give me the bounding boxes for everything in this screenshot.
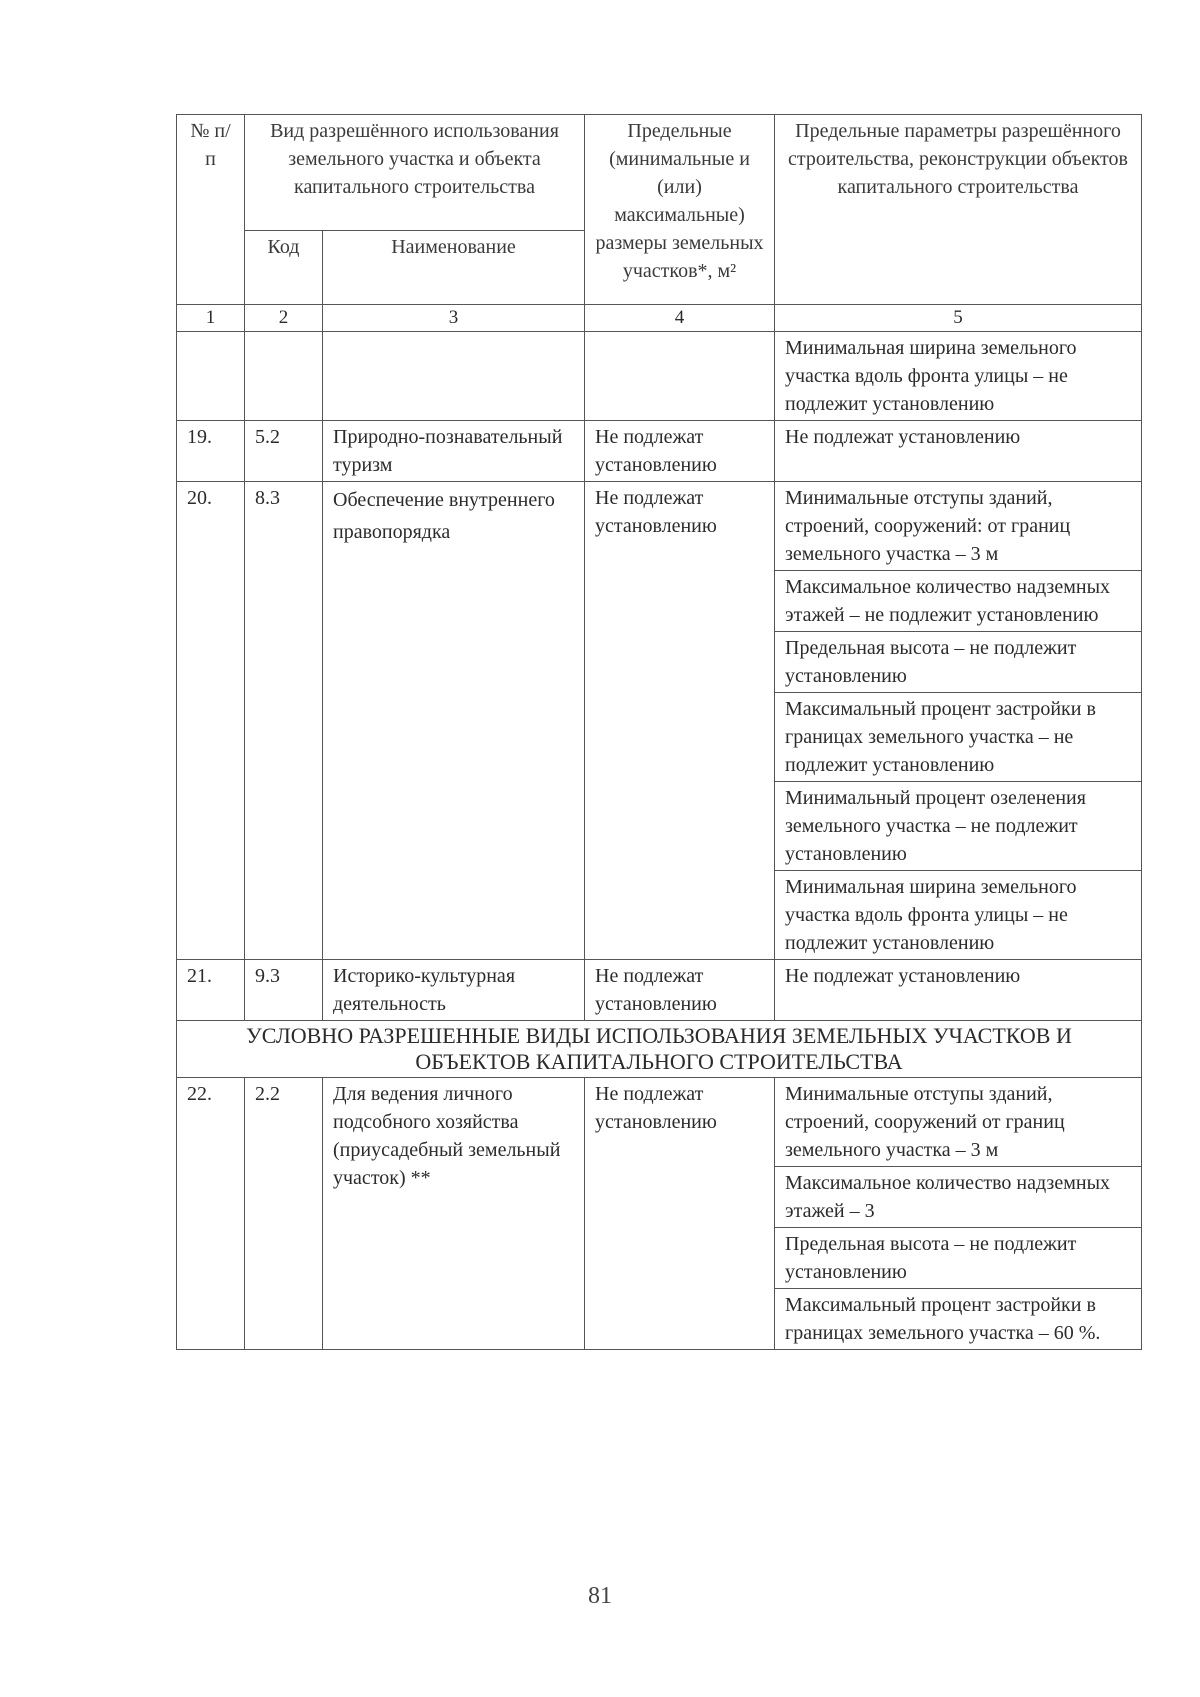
col-number: 1 xyxy=(177,305,245,332)
table-row xyxy=(177,1078,1142,1167)
param-cell: Минимальная ширина земельного участка вдоль фронта улицы – не подлежит установлению xyxy=(775,332,1142,421)
header-row xyxy=(177,115,1142,231)
row-code: 2.2 xyxy=(245,1078,323,1350)
page-number: 81 xyxy=(588,1583,612,1609)
row-name: Историко-культурная деятельность xyxy=(323,960,585,1021)
cell-empty xyxy=(585,332,775,421)
row-code: 9.3 xyxy=(245,960,323,1021)
row-name: Для ведения личного подсобного хозяйства (приусадебный земельный участок) ** xyxy=(323,1078,585,1350)
header-vid: Вид разрешённого использования земельного участка и объекта капитального строительства xyxy=(245,115,585,231)
header-num: № п/п xyxy=(177,115,245,305)
param-cell: Максимальное количество надземных этажей – 3 xyxy=(775,1167,1142,1228)
param-cell: Минимальная ширина земельного участка вдоль фронта улицы – не подлежит установлению xyxy=(775,871,1142,960)
header-kod: Код xyxy=(245,231,323,305)
cell-empty xyxy=(177,332,245,421)
row-code: 8.3 xyxy=(245,482,323,960)
param-cell: Не подлежат установлению xyxy=(775,960,1142,1021)
col-number: 2 xyxy=(245,305,323,332)
row-number: 21. xyxy=(177,960,245,1021)
section-row xyxy=(177,1021,1142,1078)
table-row xyxy=(177,482,1142,571)
row-code: 5.2 xyxy=(245,421,323,482)
row-number: 19. xyxy=(177,421,245,482)
row-sizes: Не подлежат установлению xyxy=(585,1078,775,1350)
row-name: Природно-познавательный туризм xyxy=(323,421,585,482)
zoning-parameters-table xyxy=(176,114,1142,1350)
row-sizes: Не подлежат установлению xyxy=(585,960,775,1021)
table-row xyxy=(177,960,1142,1021)
param-cell: Минимальный процент озеленения земельного участка – не подлежит установлению xyxy=(775,782,1142,871)
param-cell: Предельная высота – не подлежит установлению xyxy=(775,1228,1142,1289)
row-number: 20. xyxy=(177,482,245,960)
cell-empty xyxy=(323,332,585,421)
row-sizes: Не подлежат установлению xyxy=(585,421,775,482)
row-name: Обеспечение внутреннего правопорядка xyxy=(323,482,585,960)
header-params: Предельные параметры разрешённого строительства, реконструкции объектов капитального строительства xyxy=(775,115,1142,305)
section-heading: УСЛОВНО РАЗРЕШЕННЫЕ ВИДЫ ИСПОЛЬЗОВАНИЯ ЗЕМЕЛЬНЫХ УЧАСТКОВ И ОБЪЕКТОВ КАПИТАЛЬНОГО СТРОИТЕЛЬСТВА xyxy=(177,1021,1142,1078)
col-number: 3 xyxy=(323,305,585,332)
param-cell: Максимальное количество надземных этажей – не подлежит установлению xyxy=(775,571,1142,632)
col-number: 5 xyxy=(775,305,1142,332)
row-number: 22. xyxy=(177,1078,245,1350)
header-sizes: Предельные (минимальные и (или) максимальные) размеры земельных участков*, м² xyxy=(585,115,775,305)
param-cell: Предельная высота – не подлежит установлению xyxy=(775,632,1142,693)
cell-empty xyxy=(245,332,323,421)
param-cell: Минимальные отступы зданий, строений, сооружений: от границ земельного участка – 3 м xyxy=(775,482,1142,571)
table-row xyxy=(177,332,1142,421)
table-row xyxy=(177,421,1142,482)
col-number: 4 xyxy=(585,305,775,332)
param-cell: Минимальные отступы зданий, строений, сооружений от границ земельного участка – 3 м xyxy=(775,1078,1142,1167)
header-name: Наименование xyxy=(323,231,585,305)
param-cell: Не подлежат установлению xyxy=(775,421,1142,482)
param-cell: Максимальный процент застройки в границах земельного участка – не подлежит установлению xyxy=(775,693,1142,782)
row-sizes: Не подлежат установлению xyxy=(585,482,775,960)
column-numbers-row xyxy=(177,305,1142,332)
param-cell: Максимальный процент застройки в границах земельного участка – 60 %. xyxy=(775,1289,1142,1350)
